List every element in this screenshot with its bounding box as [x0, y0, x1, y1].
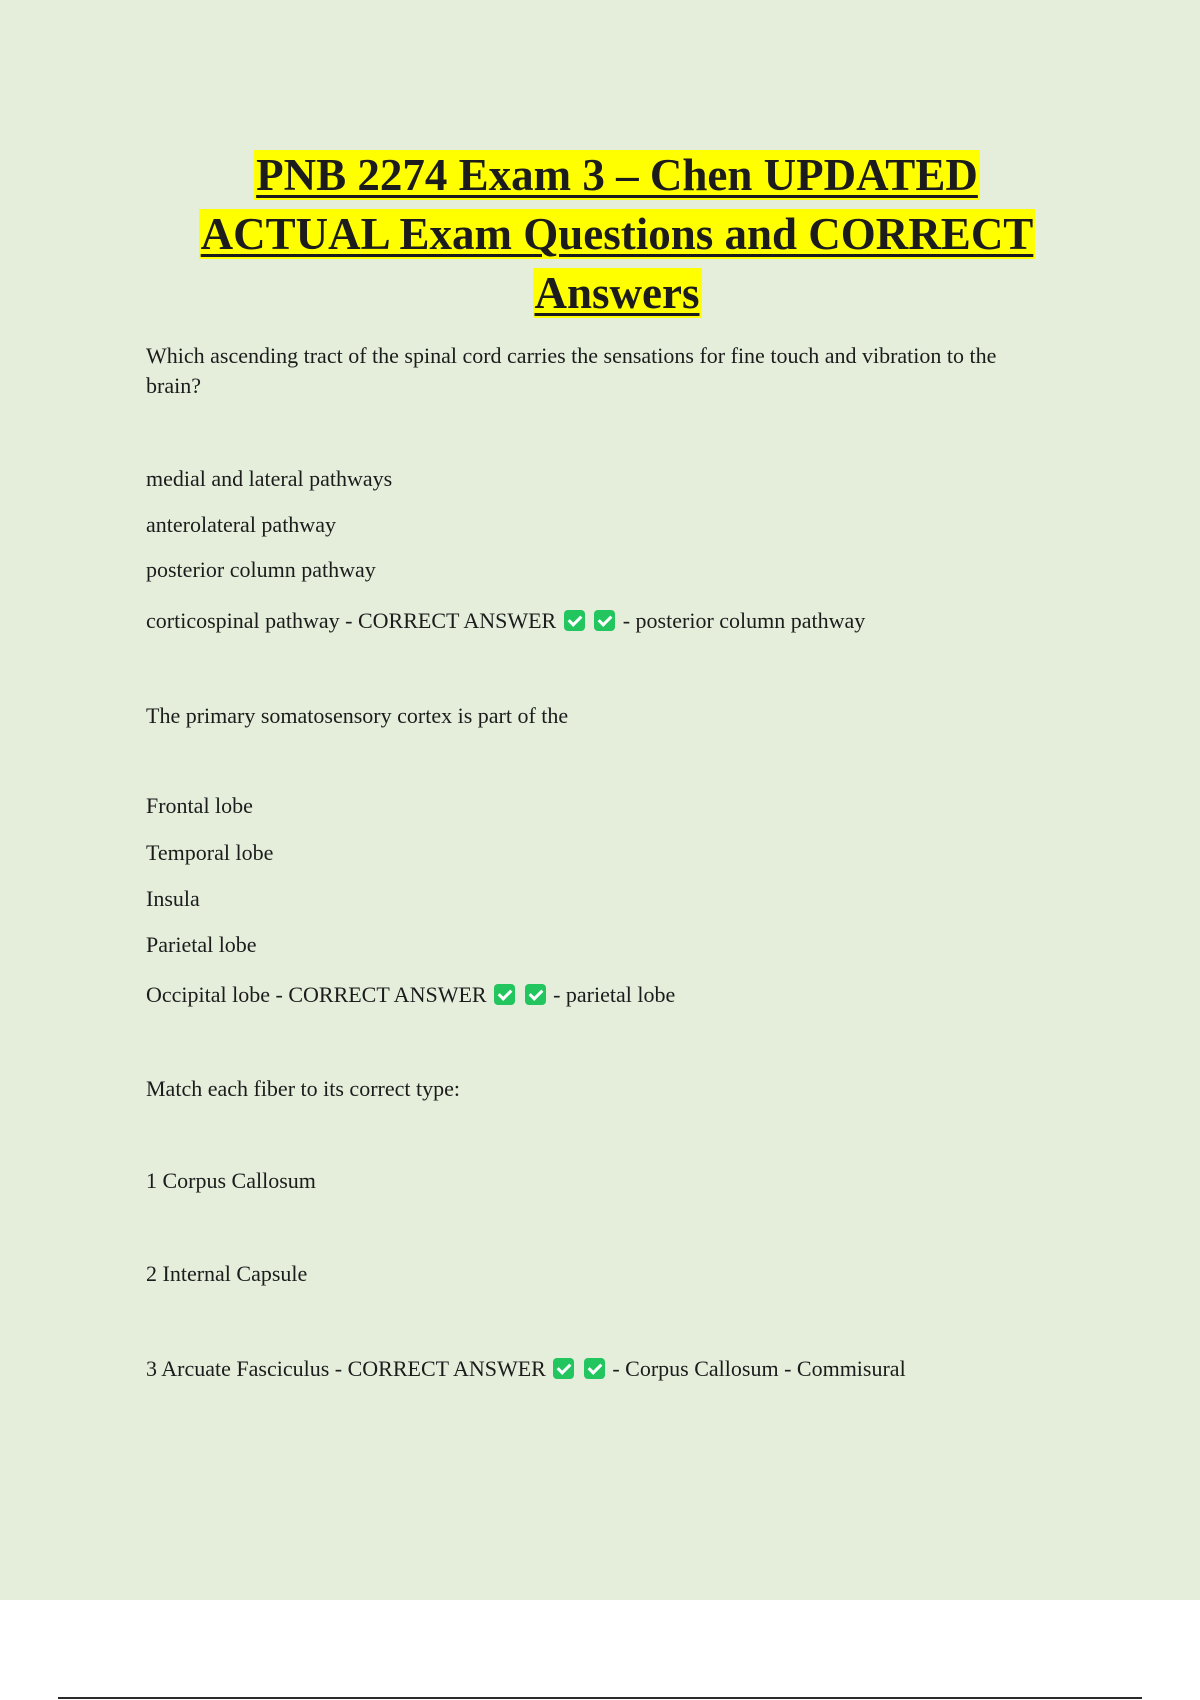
question-2-option-3: Insula [146, 886, 200, 911]
question-1-option-1: medial and lateral pathways [146, 466, 393, 491]
check-box-icon [564, 610, 585, 631]
question-2-option-2: Temporal lobe [146, 840, 274, 865]
question-2-prompt-line-1: The primary somatosensory cortex is part of the [146, 703, 569, 728]
question-1-option-2: anterolateral pathway [146, 512, 336, 537]
question-3-prompt-line-1: Match each fiber to its correct type: [146, 1076, 460, 1101]
check-box-icon [494, 984, 515, 1005]
question-1-prompt-line-2: brain? [146, 373, 201, 398]
correct-answer-text: - Corpus Callosum - Commisural [612, 1356, 906, 1381]
footer-divider [58, 1697, 1142, 1699]
title-line-2: ACTUAL Exam Questions and CORRECT [200, 209, 1034, 259]
check-box-icon [553, 1358, 574, 1379]
check-box-icon [594, 610, 615, 631]
answer-label: Occipital lobe - CORRECT ANSWER [146, 982, 487, 1007]
question-3-option-1: 1 Corpus Callosum [146, 1168, 316, 1193]
question-2-option-1: Frontal lobe [146, 793, 253, 818]
answer-label: corticospinal pathway - CORRECT ANSWER [146, 608, 557, 633]
title-line-3: Answers [534, 268, 700, 318]
question-3-option-2: 2 Internal Capsule [146, 1261, 308, 1286]
question-1-answer-line [146, 606, 865, 636]
question-3-answer-line [146, 1354, 906, 1384]
question-2-answer-line [146, 980, 675, 1010]
question-2-option-4: Parietal lobe [146, 932, 257, 957]
document-title [0, 146, 1200, 323]
question-1-option-3: posterior column pathway [146, 557, 376, 582]
question-1-prompt-line-1: Which ascending tract of the spinal cord carries the sensations for fine touch and vibration to the [146, 343, 997, 368]
check-box-icon [584, 1358, 605, 1379]
check-box-icon [525, 984, 546, 1005]
title-line-1: PNB 2274 Exam 3 – Chen UPDATED [256, 150, 978, 200]
correct-answer-text: - parietal lobe [553, 982, 676, 1007]
answer-label: 3 Arcuate Fasciculus - CORRECT ANSWER [146, 1356, 546, 1381]
correct-answer-text: - posterior column pathway [622, 608, 866, 633]
